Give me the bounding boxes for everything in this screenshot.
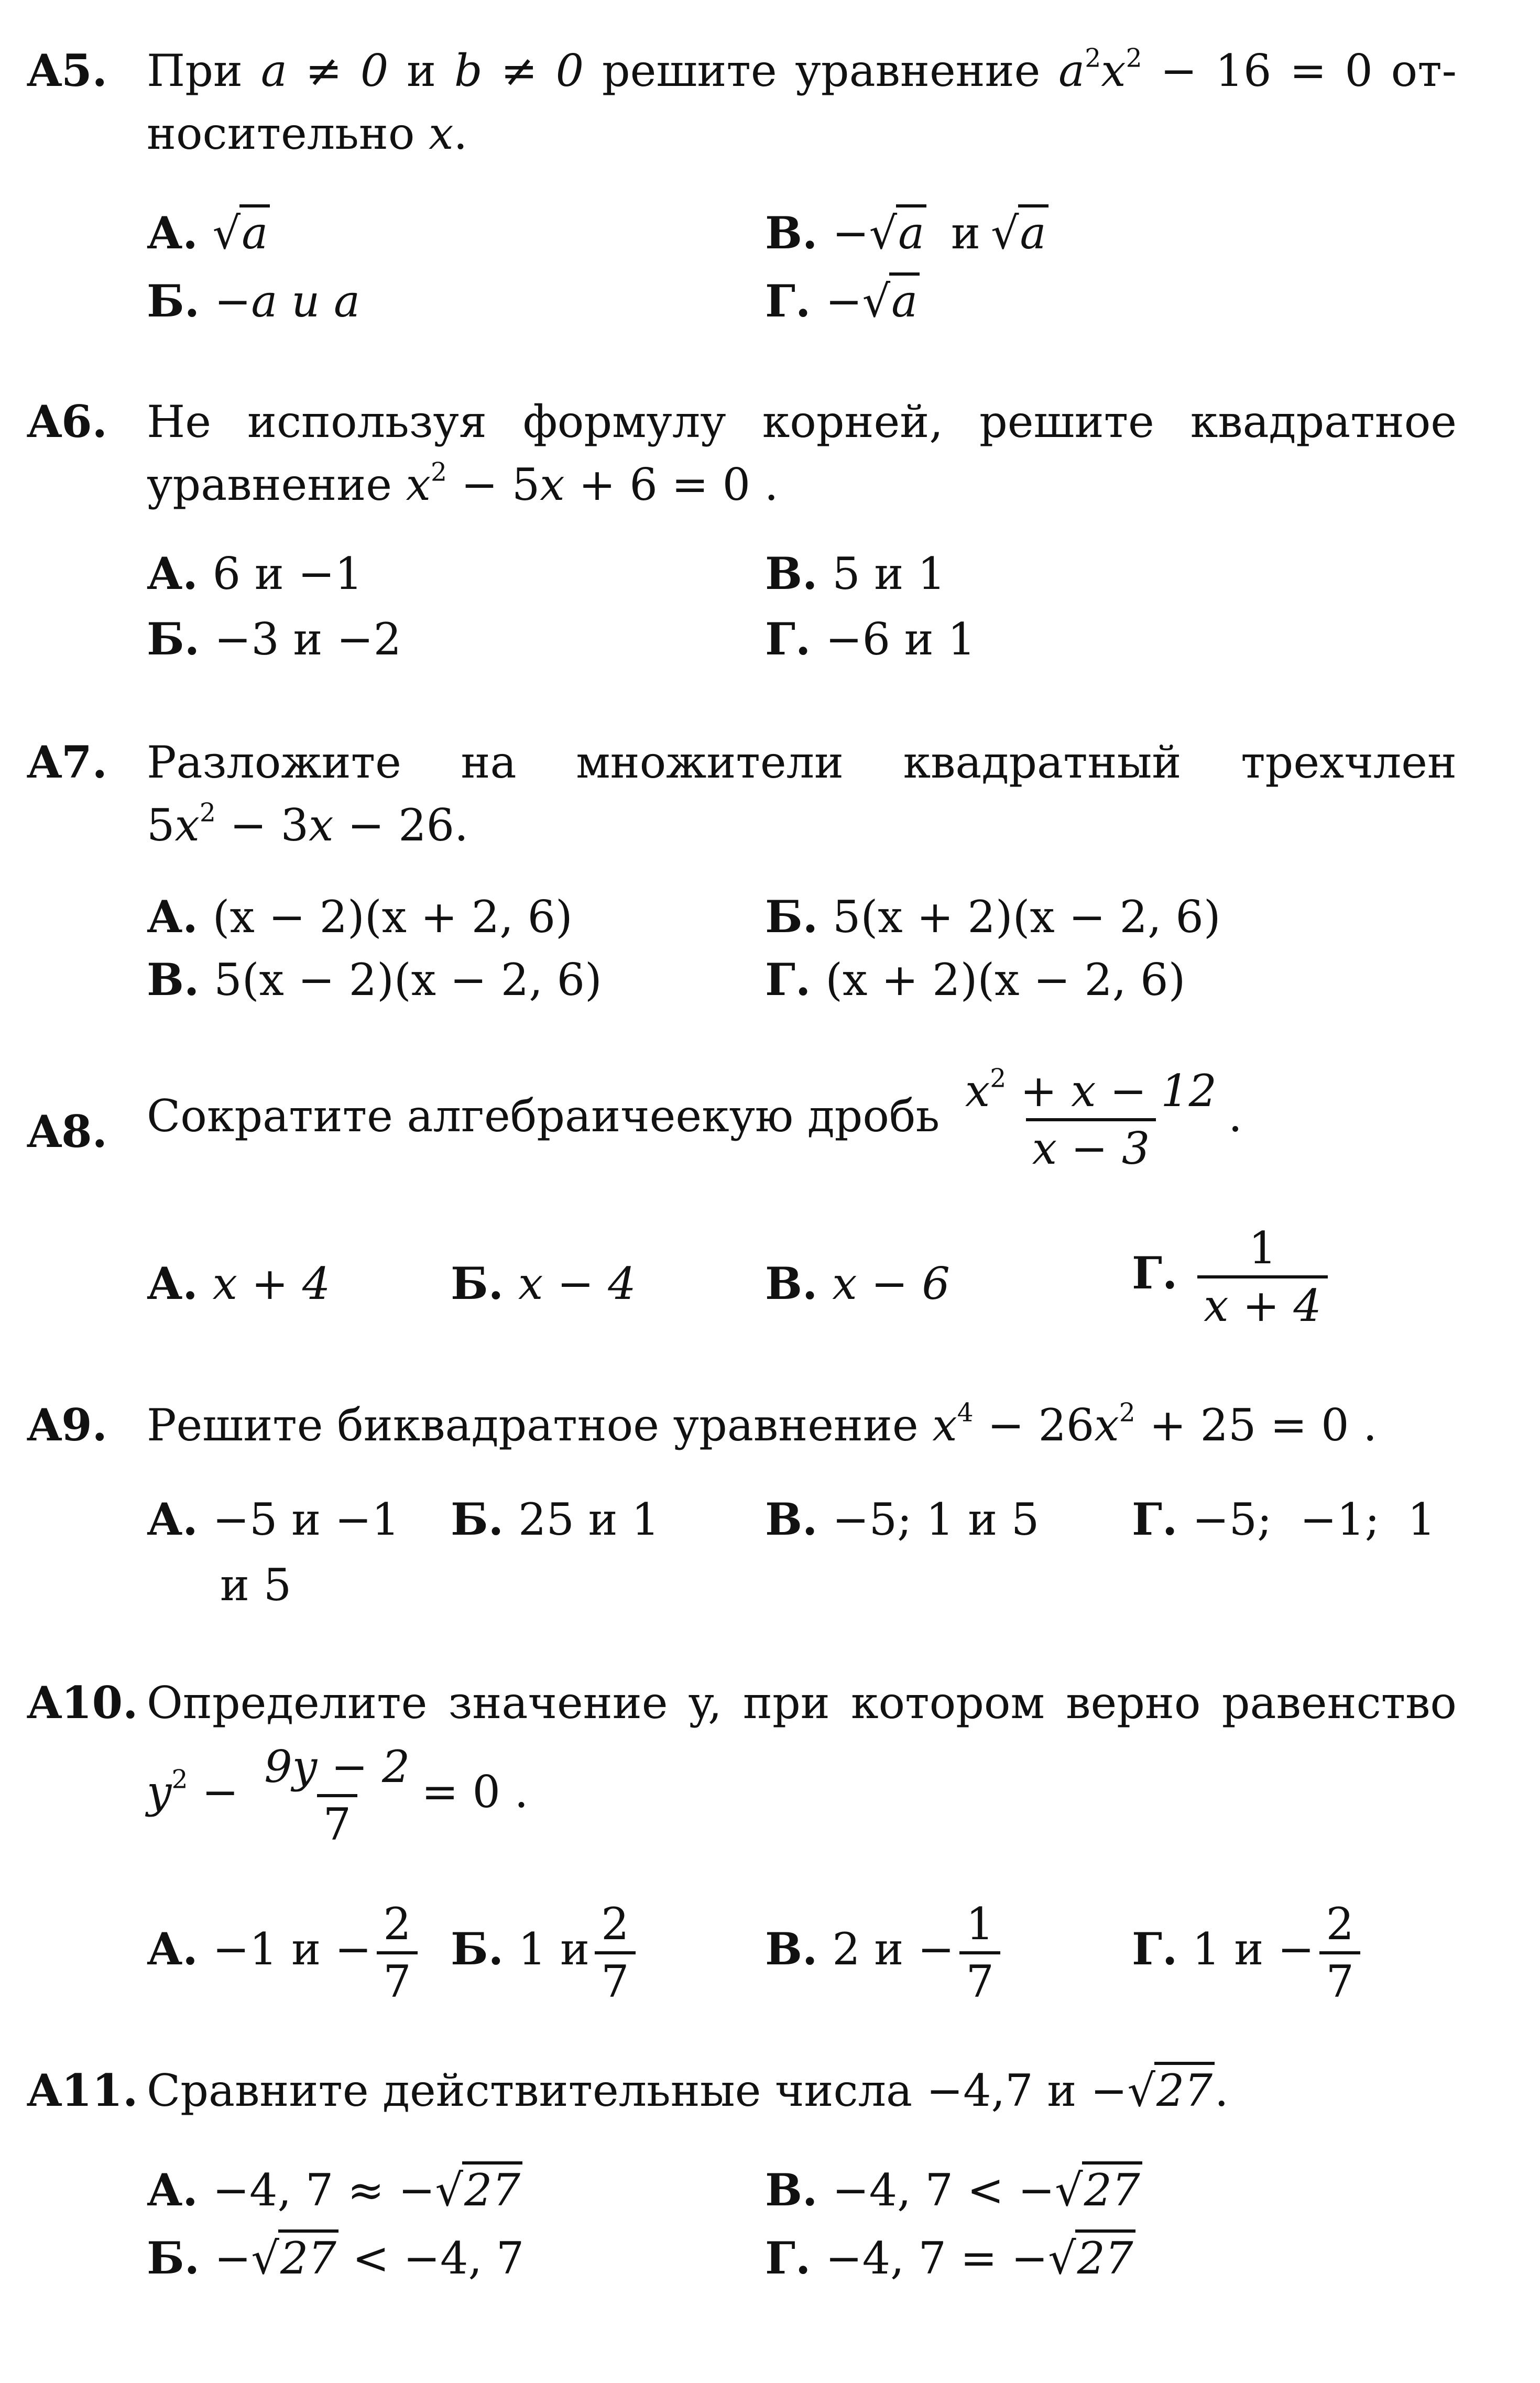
stem-line-1: Разложите на множители квадратный трехчлен (147, 737, 1457, 788)
answer-option-b[interactable]: Б. 25 и 1 (451, 1493, 660, 1545)
answer-option-b[interactable]: Б. 5(x + 2)(x − 2, 6) (765, 891, 1221, 943)
fraction: $\frac{2}{7}$ (1319, 1897, 1360, 2009)
question-stem (147, 731, 1457, 857)
answer-option-a[interactable]: А. √a (147, 202, 270, 265)
question-stem (147, 390, 1457, 516)
fraction-numerator: $x^2 + x - 12$ (965, 1064, 1217, 1117)
question-stem: Сравните действительные числа −4,7 и −√27. (147, 2059, 1457, 2122)
fraction: $\frac{9y - 2}{7}$ (258, 1740, 416, 1852)
answer-option-g[interactable]: Г. −5; −1; 1 (1132, 1493, 1436, 1545)
answer-option-b[interactable]: Б. −√27 < −4, 7 (147, 2227, 524, 2290)
question-stem: Решите биквадратное уравнение $x^4 - 26x^2 + 25 = 0$ . (147, 1398, 1378, 1451)
stem-line-2: $y^2$ − $\frac{9y - 2}{7}$ = 0 . (147, 1740, 1457, 1852)
question-stem (147, 39, 1457, 165)
answer-option-a[interactable]: А. −4, 7 ≈ −√27 (147, 2159, 522, 2222)
question-stem (147, 1671, 1457, 1852)
fraction: $\frac{2}{7}$ (595, 1897, 635, 2009)
sqrt: √27 (1055, 2159, 1142, 2222)
fraction: $\frac{1}{x + 4}$ (1197, 1221, 1328, 1333)
question-number: A7. (27, 736, 107, 788)
answer-option-v[interactable]: В. −4, 7 < −√27 (765, 2159, 1142, 2222)
question-number: A5. (27, 45, 107, 96)
answer-option-a[interactable]: А. 6 и −1 (147, 548, 363, 599)
sqrt: √a (213, 202, 270, 265)
answer-option-g[interactable]: Г. −4, 7 = −√27 (765, 2227, 1135, 2290)
answer-option-g[interactable]: Г. $\frac{1}{x + 4}$ (1132, 1221, 1333, 1333)
stem-line-1: Определите значение y, при котором верно равенство (147, 1677, 1457, 1729)
answer-option-v[interactable]: В. −√a и √a (765, 202, 1048, 265)
question-number: A8. (27, 1106, 107, 1157)
sqrt: √27 (1127, 2059, 1214, 2122)
sqrt: √a (862, 270, 920, 333)
answer-option-g[interactable]: Г. −√a (765, 270, 920, 333)
answer-option-v[interactable]: В. 5 и 1 (765, 548, 946, 599)
stem-line-2: $5x^2 - 3x - 26$. (147, 798, 468, 851)
sqrt: √a (869, 202, 927, 265)
question-number: A10. (27, 1677, 138, 1729)
question-stem: Сократите алгебраичеекую дробь $\frac{x^2 + x - 12}{x - 3}$ . (147, 1064, 1457, 1176)
stem-line-1: При a ≠ 0 и b ≠ 0 решите уравнение $a^2x^2 - 16 = 0$ от- (147, 43, 1457, 96)
answer-option-b[interactable]: Б. −3 и −2 (147, 613, 402, 665)
question-number: A11. (27, 2064, 138, 2116)
answer-option-g[interactable]: Г. (x + 2)(x − 2, 6) (765, 954, 1186, 1005)
question-number: A9. (27, 1399, 107, 1451)
answer-option-v[interactable]: В. 2 и − $\frac{1}{7}$ (765, 1897, 1006, 2009)
answer-option-a[interactable]: А. x + 4 (147, 1258, 331, 1309)
answer-option-a[interactable]: А. −1 и − $\frac{2}{7}$ (147, 1897, 423, 2009)
stem-line-2: уравнение $x^2 - 5x + 6 = 0$ . (147, 457, 779, 510)
sqrt: √27 (1048, 2227, 1135, 2290)
answer-option-g[interactable]: Г. 1 и − $\frac{2}{7}$ (1132, 1897, 1366, 2009)
question-number: A6. (27, 396, 107, 447)
answer-option-a[interactable]: А. −5 и −1 (147, 1493, 400, 1545)
answer-option-v[interactable]: В. x − 6 (765, 1258, 950, 1309)
equation: $a^2x^2 - 16 = 0$ (1058, 43, 1373, 96)
fraction (959, 1064, 1223, 1176)
answer-option-b[interactable]: Б. x − 4 (451, 1258, 636, 1309)
sqrt: √27 (251, 2227, 338, 2290)
stem-line-1: Не используя формулу корней, решите квадратное (147, 396, 1457, 447)
fraction: $\frac{2}{7}$ (377, 1897, 417, 2009)
answer-option-g[interactable]: Г. −6 и 1 (765, 613, 976, 665)
sqrt: √27 (435, 2159, 522, 2222)
sqrt: √a (991, 202, 1048, 265)
answer-option-v[interactable]: В. 5(x − 2)(x − 2, 6) (147, 954, 602, 1005)
answer-option-g-continuation: и 5 (220, 1559, 292, 1611)
answer-option-b[interactable]: Б. −a и a (147, 275, 361, 327)
answer-option-v[interactable]: В. −5; 1 и 5 (765, 1493, 1040, 1545)
fraction-denominator: x − 3 (1026, 1118, 1156, 1176)
answer-option-b[interactable]: Б. 1 и $\frac{2}{7}$ (451, 1897, 641, 2009)
stem-line-2: носительно x. (147, 108, 468, 159)
answer-option-a[interactable]: А. (x − 2)(x + 2, 6) (147, 891, 573, 943)
fraction: $\frac{1}{7}$ (959, 1897, 1000, 2009)
